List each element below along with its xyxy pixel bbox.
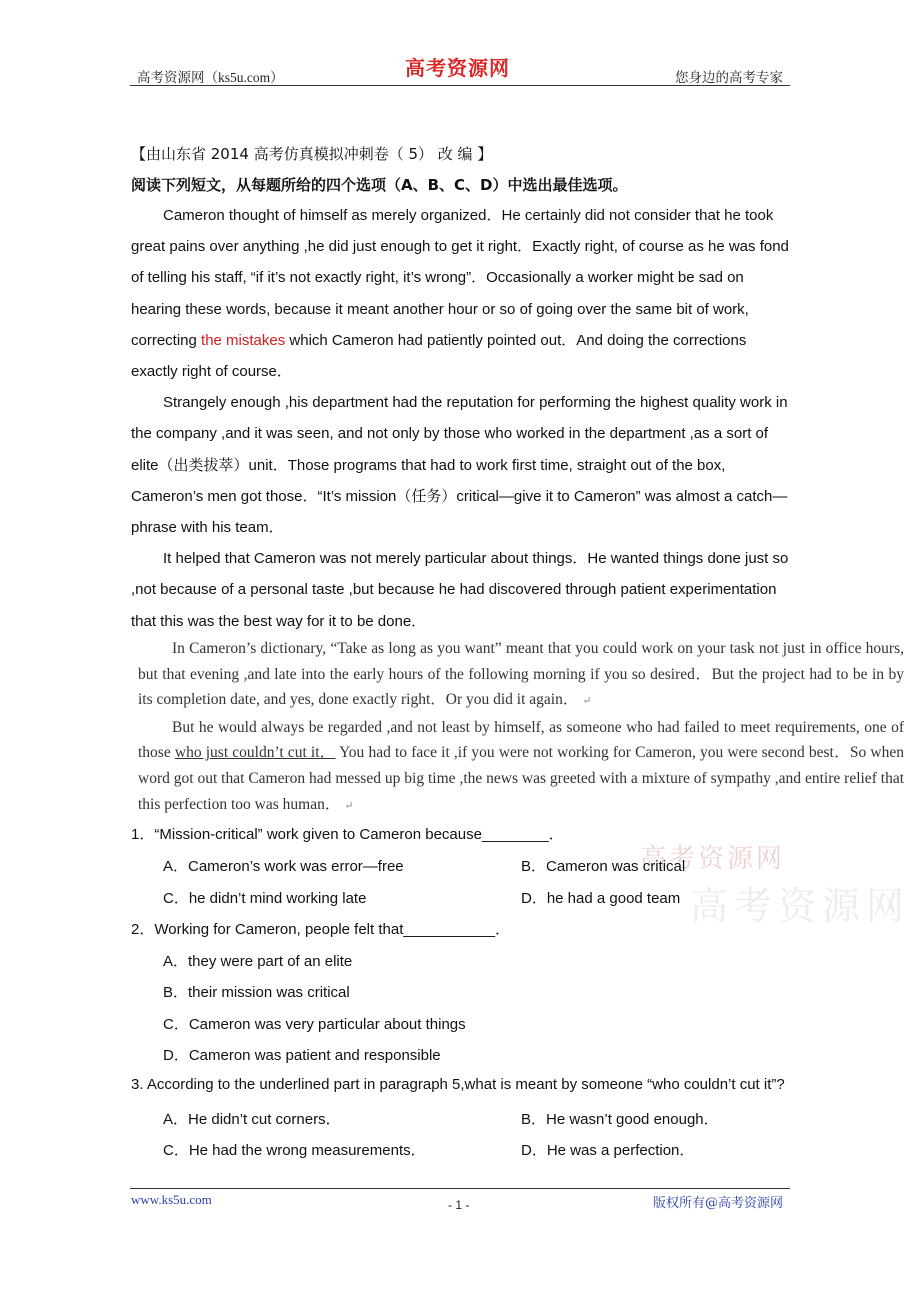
paragraph-1 (131, 200, 793, 387)
watermark-small: 高考资源网 (640, 844, 786, 874)
exam-source-title: 【由山东省 2014 高考仿真模拟冲刺卷（ 5） 改 编 】 (131, 145, 493, 163)
paragraph-4-text: In Cameron’s dictionary, “Take as long as you want” meant that you could work on your task not just in office hours, but that evening ,and late into the early hours of the following morning if you so desired．But the project had to be in by its completion date, and yes, done exactly right．Or you did it again． (138, 640, 904, 709)
question-3-option-c[interactable]: C．He had the wrong measurements． (163, 1142, 426, 1159)
question-2-option-d[interactable]: D．Cameron was patient and responsible (163, 1047, 441, 1064)
highlighted-phrase: the mistakes (201, 331, 286, 349)
header-site-name: 高考资源网（ks5u.com） (137, 70, 284, 85)
question-1-option-c[interactable]: C．he didn’t mind working late (163, 890, 367, 907)
question-2-option-a[interactable]: A．they were part of an elite (163, 953, 353, 970)
page-number: - 1 - (448, 1198, 470, 1212)
paragraph-1-text-b: which Cameron had patiently pointed out．And doing the corrections exactly right of course． (131, 331, 747, 381)
question-3-option-a[interactable]: A．He didn’t cut corners． (163, 1111, 341, 1128)
passage-typed (131, 200, 793, 637)
footer-divider (130, 1188, 790, 1189)
question-1-option-a[interactable]: A．Cameron’s work was error—free (163, 858, 404, 875)
paragraph-5-text-b: You had to face it ,if you were not working for Cameron, you were second best．So when word got out that Cameron had messed up big time ,the news was greeted with a mixture of sympathy ,and entire relief that this perfection too was human． (138, 744, 904, 813)
header-slogan: 您身边的高考专家 (675, 70, 783, 85)
underlined-phrase: who just couldn’t cut it． (174, 744, 336, 762)
header-divider (130, 85, 790, 86)
paragraph-5-text-a: But he would always be regarded ,and not least by himself, as someone who had failed to meet requirements, one of those (138, 718, 904, 762)
paragraph-3: It helped that Cameron was not merely particular about things．He wanted things done just so ,not because of a personal taste ,but because he had discovered through patient experimentation that this was the best way for it to be done． (131, 550, 789, 630)
footer-copyright: 版权所有@高考资源网 (652, 1196, 783, 1211)
question-1-stem: 1．“Mission-critical” work given to Cameron because________． (131, 826, 564, 843)
question-3-option-d[interactable]: D．He was a perfection． (521, 1142, 695, 1159)
question-3-option-b[interactable]: B．He wasn’t good enough． (521, 1111, 719, 1128)
question-2-option-b[interactable]: B．their mission was critical (163, 984, 350, 1001)
paragraph-4 (138, 636, 904, 715)
footer-website-link[interactable]: www.ks5u.com (131, 1192, 212, 1207)
return-mark: ↵ (582, 695, 592, 708)
instruction: 阅读下列短文，从每题所给的四个选项（A、B、C、D）中选出最佳选项。 (131, 176, 628, 194)
paragraph-1-text-a: Cameron thought of himself as merely organized．He certainly did not consider that he took great pains over anything ,he did just enough to get it right．Exactly right, of course as he was fond of telling his staff, “if it’s not exactly right, it’s wrong”．Occasionally a worker might be sad on hearing these words, because it meant another hour or so of going over the same bit of work, correcting (131, 207, 789, 349)
header-logo: 高考资源网 (405, 56, 510, 80)
paragraph-2: Strangely enough ,his department had the reputation for performing the highest quality work in the company ,and it was seen, and not only by those who worked in the department ,as a sort of elite（出类拔萃）unit．Those programs that had to work first time, straight out of the box, Cameron’s men got those．“It’s mission（任务）critical—give it to Cameron” was almost a catch—phrase with his team． (131, 394, 788, 537)
question-1-option-b[interactable]: B．Cameron was critical (521, 858, 686, 875)
watermark-large: 高考资源网 (690, 884, 911, 928)
question-1-option-d[interactable]: D．he had a good team (521, 890, 681, 907)
paragraph-5 (138, 715, 904, 819)
return-mark: ↵ (344, 799, 354, 812)
question-3-stem: 3. According to the underlined part in paragraph 5,what is meant by someone “who couldn’t cut it”? (131, 1076, 785, 1093)
passage-scanned (138, 636, 904, 819)
question-2-option-c[interactable]: C．Cameron was very particular about things (163, 1016, 466, 1033)
question-2-stem: 2．Working for Cameron, people felt that___________． (131, 921, 511, 938)
